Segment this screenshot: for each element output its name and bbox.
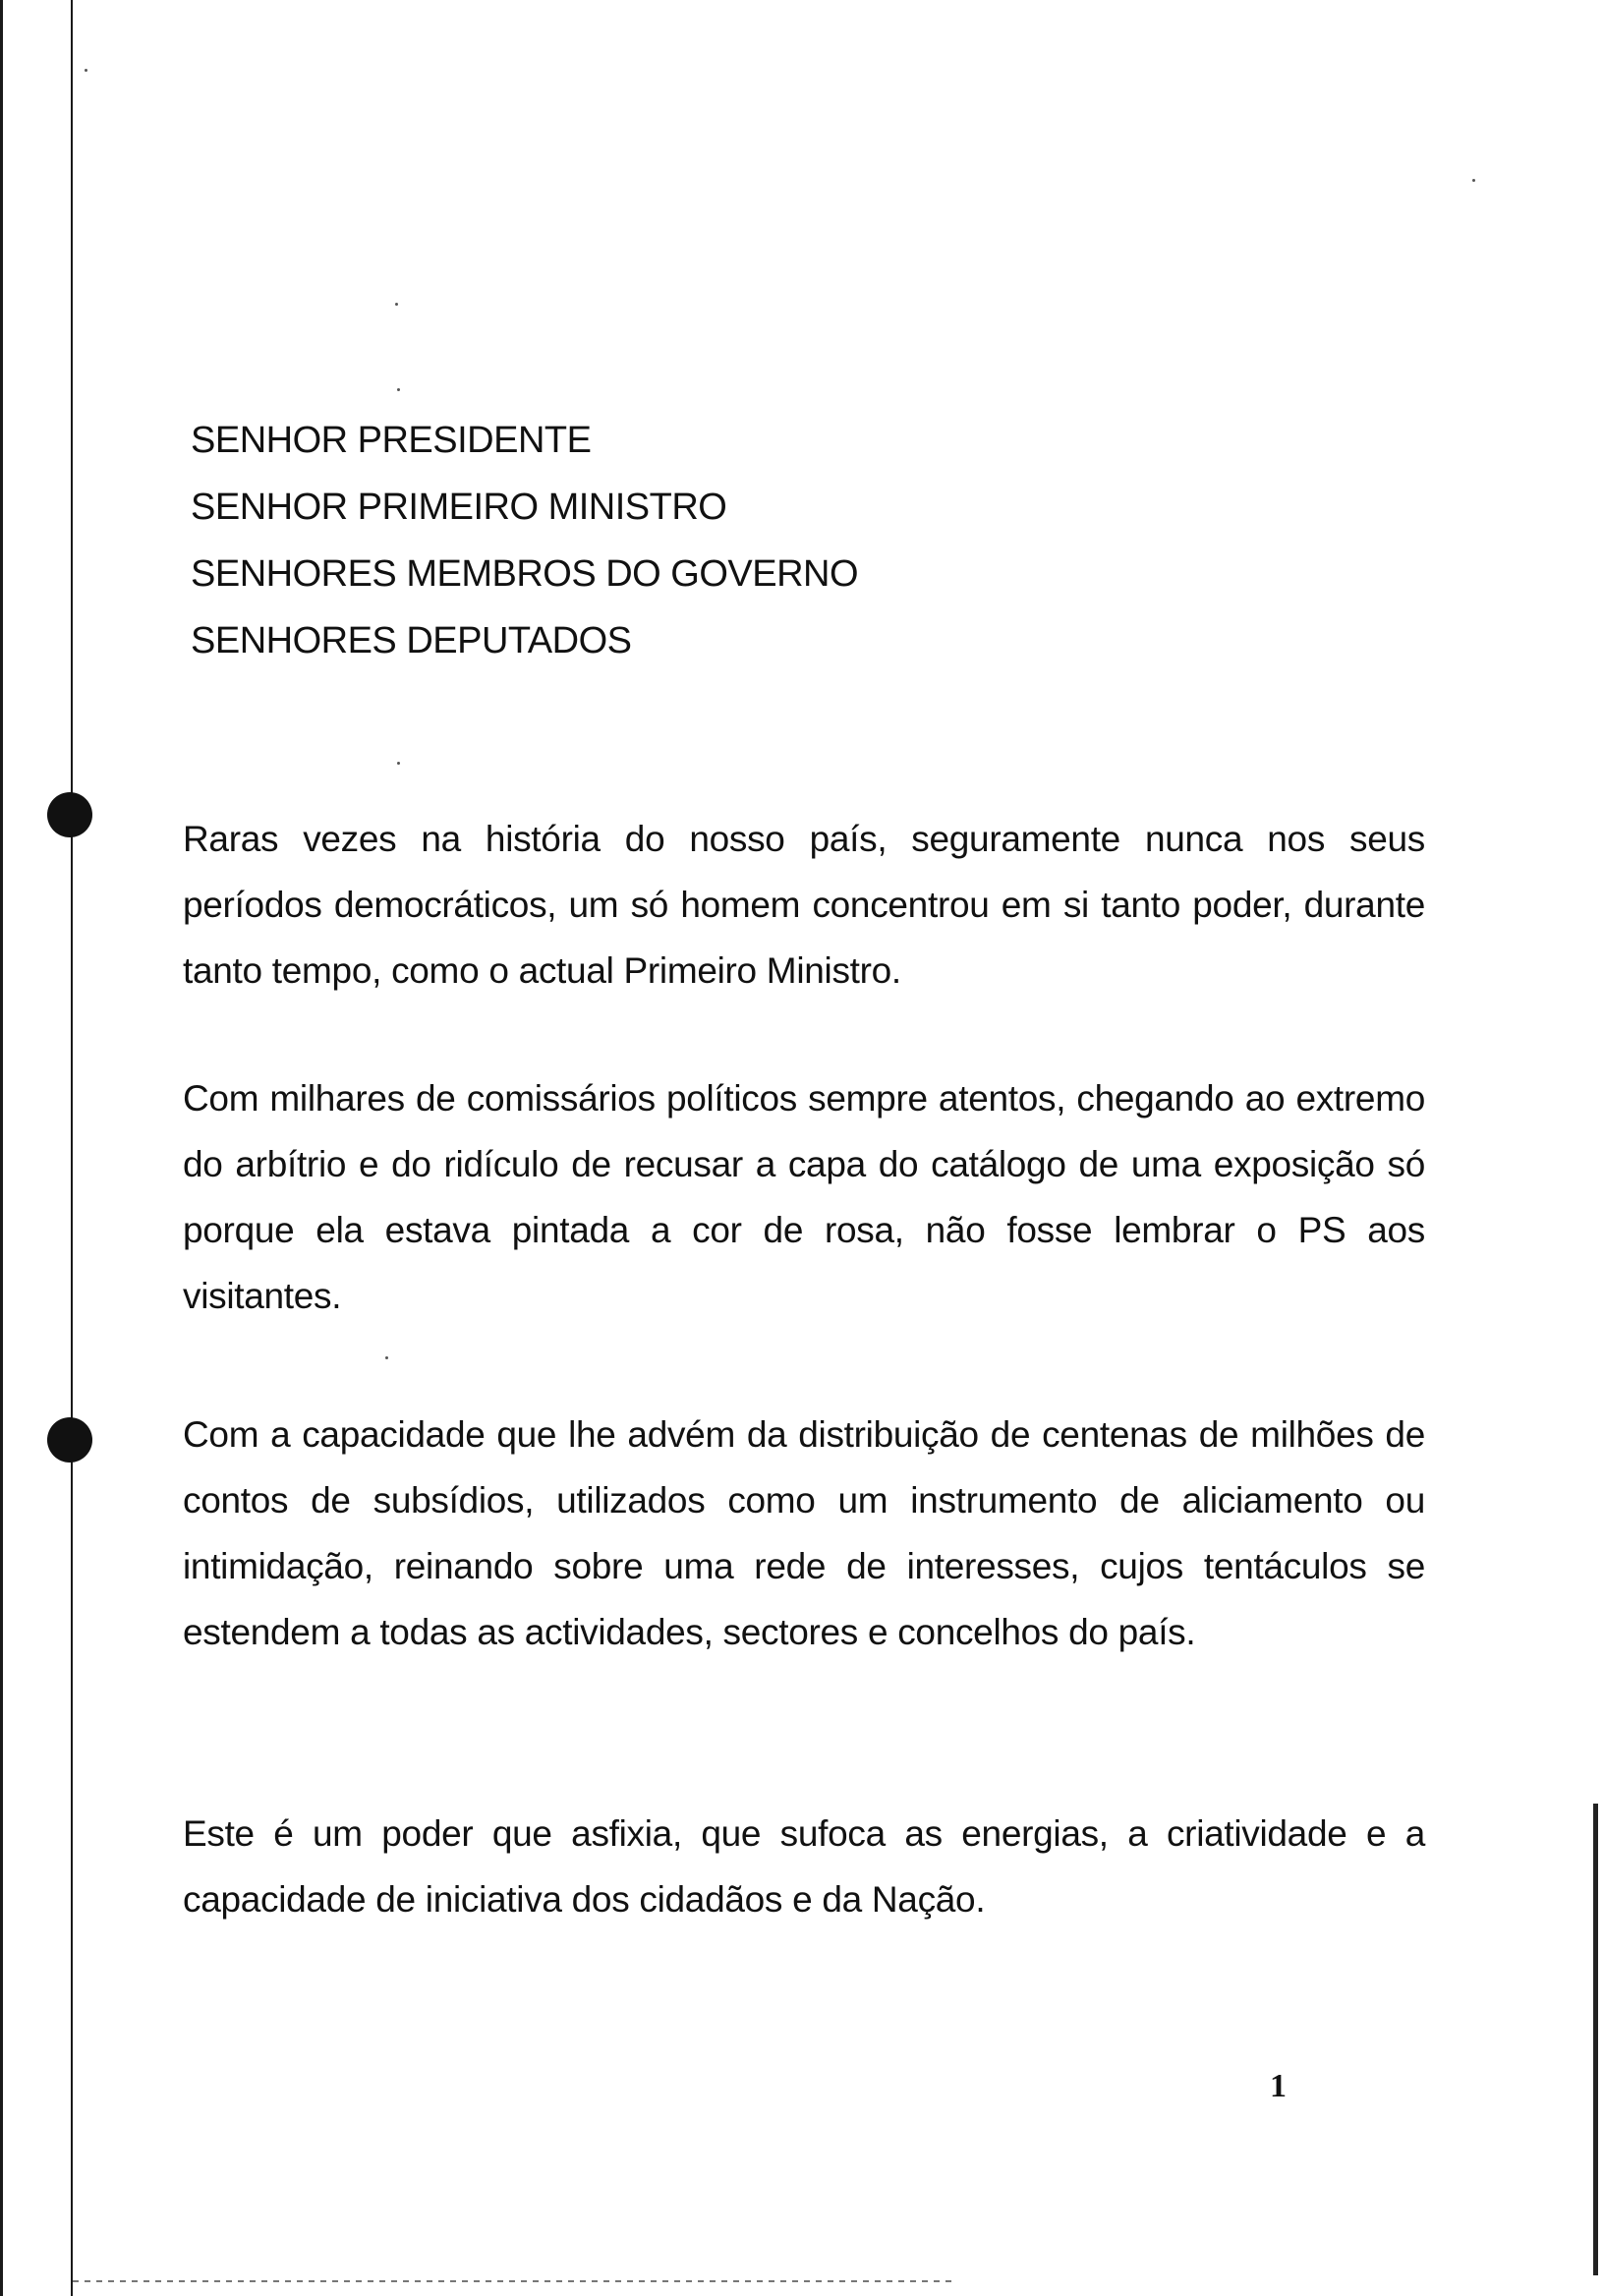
page-bottom-edge [73,2280,957,2282]
scan-speck [385,1356,388,1359]
body-paragraph: Com milhares de comissários políticos sempre atentos, chegando ao extremo do arbítrio e do ridículo de recusar a capa do catálogo de uma exposição só porque ela estava pintada a cor de rosa, não fosse lembrar o PS aos visitantes. [183,1078,1425,1316]
binder-hole-bottom [47,1417,92,1463]
scan-speck [397,388,400,391]
scan-speck [1472,179,1475,182]
binder-hole-top [47,792,92,837]
scan-speck [397,762,400,765]
scan-speck [85,69,87,72]
body-paragraph: Este é um poder que asfixia, que sufoca as energias, a criatividade e a capacidade de iniciativa dos cidadãos e da Nação. [183,1813,1425,1920]
body-paragraph: Raras vezes na história do nosso país, seguramente nunca nos seus períodos democráticos, um só homem concentrou em si tanto poder, durante tanto tempo, como o actual Primeiro Ministro. [183,819,1425,991]
page-right-edge [1593,1804,1598,2275]
page-left-edge [0,0,3,2296]
scan-speck [395,303,398,306]
body-paragraph: Com a capacidade que lhe advém da distribuição de centenas de milhões de contos de subsídios, utilizados como um instrumento de aliciamento ou intimidação, reinando sobre uma rede de interesses, cujos tentáculos se estendem a todas as actividades, sectores e concelhos do país. [183,1414,1425,1652]
margin-line [71,0,73,2296]
salutation-line: SENHORES DEPUTADOS [191,620,632,661]
salutation-block [191,407,858,674]
salutation-line: SENHORES MEMBROS DO GOVERNO [191,553,859,595]
page-number: 1 [1270,2068,1287,2104]
salutation-line: SENHOR PRIMEIRO MINISTRO [191,487,727,528]
salutation-line: SENHOR PRESIDENTE [191,420,592,461]
